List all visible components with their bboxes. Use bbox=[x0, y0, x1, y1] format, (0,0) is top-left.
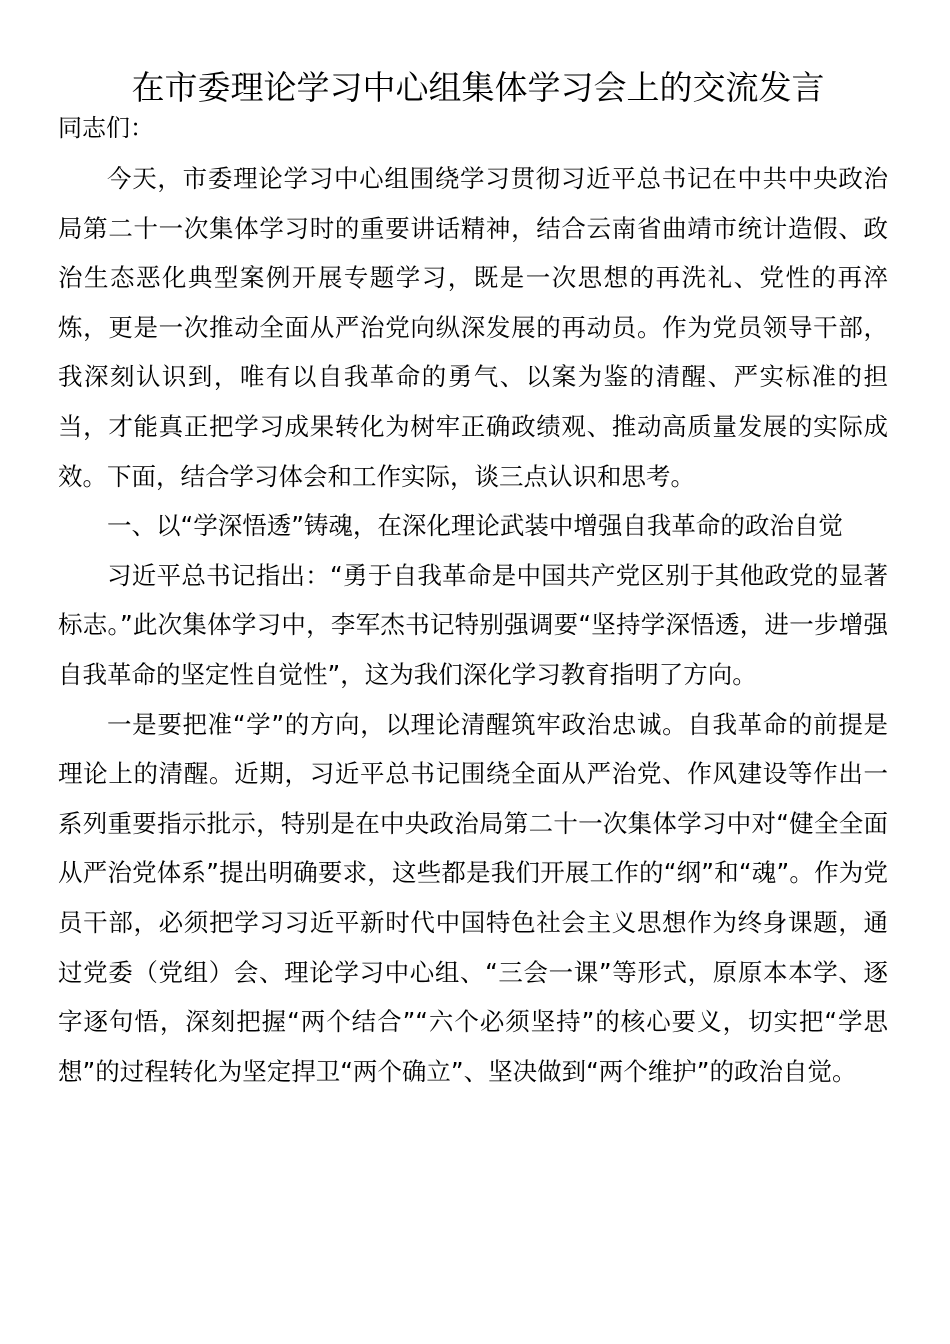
paragraph-intro: 今天，市委理论学习中心组围绕学习贯彻习近平总书记在中共中央政治局第二十一次集体学习时的重要讲话精神，结合云南省曲靖市统计造假、政治生态恶化典型案例开展专题学习，既是一次思想的再洗礼、党性的再淬炼，更是一次推动全面从严治党向纵深发展的再动员。作为党员领导干部，我深刻认识到，唯有以自我革命的勇气、以案为鉴的清醒、严实标准的担当，才能真正把学习成果转化为树牢正确政绩观、推动高质量发展的实际成效。下面，结合学习体会和工作实际，谈三点认识和思考。 bbox=[58, 164, 888, 491]
paragraph-point-1: 一是要把准“学”的方向，以理论清醒筑牢政治忠诚。自我革命的前提是理论上的清醒。近期，习近平总书记围绕全面从严治党、作风建设等作出一系列重要指示批示，特别是在中央政治局第二十一次集体学习中对“健全全面从严治党体系”提出明确要求，这些都是我们开展工作的“纲”和“魂”。作为党员干部，必须把学习习近平新时代中国特色社会主义思想作为终身课题，通过党委（党组）会、理论学习中心组、“三会一课”等形式，原原本本学、逐字逐句悟，深刻把握“两个结合”“六个必须坚持”的核心要义，切实把“学思想”的过程转化为坚定捍卫“两个确立”、坚决做到“两个维护”的政治自觉。 bbox=[58, 709, 888, 1086]
paragraph-quote: 习近平总书记指出：“勇于自我革命是中国共产党区别于其他政党的显著标志。”此次集体学习中，李军杰书记特别强调要“坚持学深悟透，进一步增强自我革命的坚定性自觉性”，这为我们深化学习教育指明了方向。 bbox=[58, 560, 888, 689]
document-title: 在市委理论学习中心组集体学习会上的交流发言 bbox=[131, 68, 825, 107]
salutation: 同志们： bbox=[58, 114, 154, 142]
section-heading-1: 一、以“学深悟透”铸魂，在深化理论武装中增强自我革命的政治自觉 bbox=[107, 511, 843, 541]
document-page bbox=[58, 66, 888, 1096]
